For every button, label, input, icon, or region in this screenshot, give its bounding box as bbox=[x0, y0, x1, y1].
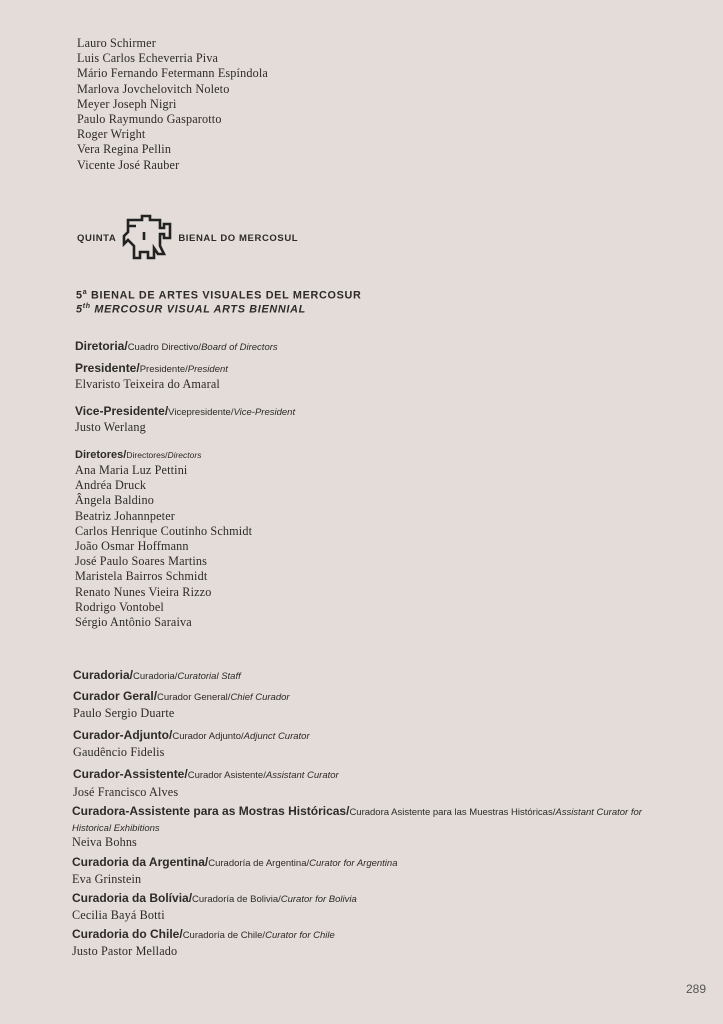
adjunct-curator-name: Gaudêncio Fidelis bbox=[73, 745, 165, 759]
assistant-curator-heading: Curador-Assistente/Curador Asistente/Assistant Curator bbox=[73, 767, 339, 781]
adjunct-curator-heading: Curador-Adjunto/Curador Adjunto/Adjunct Curator bbox=[73, 728, 310, 742]
chile-curator-heading: Curadoria do Chile/Curadoría de Chile/Curator for Chile bbox=[72, 927, 335, 941]
president-name: Elvaristo Teixeira do Amaral bbox=[75, 377, 220, 391]
curatorial-heading: Curadoria/Curadoria/Curatorial Staff bbox=[73, 668, 241, 682]
list-item: Meyer Joseph Nigri bbox=[77, 96, 177, 111]
list-item: Paulo Raymundo Gasparotto bbox=[77, 111, 222, 126]
logo-text-left: QUINTA bbox=[77, 232, 117, 244]
page-number: 289 bbox=[686, 982, 707, 996]
argentina-curator-heading: Curadoria da Argentina/Curadoría de Argentina/Curator for Argentina bbox=[72, 855, 398, 869]
list-item: Mário Fernando Fetermann Espíndola bbox=[77, 66, 268, 81]
list-item: José Paulo Soares Martins bbox=[75, 554, 208, 569]
list-item: Luis Carlos Echeverria Piva bbox=[77, 51, 219, 66]
historical-curator-heading: Curadora-Assistente para as Mostras Históricas/Curadora Asistente para las Muestras Históricas/Assistant Curator for bbox=[72, 804, 642, 818]
bolivia-curator-heading: Curadoria da Bolívia/Curadoría de Bolivia/Curator for Bolivia bbox=[72, 891, 357, 905]
president-heading: Presidente/Presidente/President bbox=[75, 361, 228, 375]
bienal-logo bbox=[77, 214, 298, 262]
bienal-logo-icon bbox=[122, 214, 172, 262]
list-item: João Osmar Hoffmann bbox=[75, 538, 189, 553]
vice-president-heading: Vice-Presidente/Vicepresidente/Vice-President bbox=[75, 404, 296, 418]
list-item: Ana Maria Luz Pettini bbox=[75, 463, 188, 477]
list-item: Vicente José Rauber bbox=[77, 157, 180, 172]
chief-curator-heading: Curador Geral/Curador General/Chief Curador bbox=[73, 689, 290, 703]
directors-list bbox=[75, 463, 252, 630]
list-item: Sérgio Antônio Saraiva bbox=[75, 614, 192, 629]
directors-heading: Diretores/Directores/Directors bbox=[75, 449, 202, 461]
list-item: Ângela Baldino bbox=[75, 493, 154, 508]
top-name-list bbox=[77, 36, 268, 173]
assistant-curator-name: José Francisco Alves bbox=[73, 785, 179, 799]
chief-curator-name: Paulo Sergio Duarte bbox=[73, 706, 175, 720]
list-item: Renato Nunes Vieira Rizzo bbox=[75, 584, 212, 599]
list-item: Marlova Jovchelovitch Noleto bbox=[77, 81, 230, 96]
vice-president-name: Justo Werlang bbox=[75, 420, 146, 434]
list-item: Beatriz Johannpeter bbox=[75, 508, 175, 523]
list-item: Carlos Henrique Coutinho Schmidt bbox=[75, 523, 253, 538]
directorate-heading: Diretoria/Cuadro Directivo/Board of Directors bbox=[75, 339, 278, 353]
list-item: Vera Regina Pellin bbox=[77, 142, 172, 157]
list-item: Lauro Schirmer bbox=[77, 36, 156, 50]
list-item: Andréa Druck bbox=[75, 478, 147, 493]
logo-text-right: BIENAL DO MERCOSUL bbox=[178, 232, 299, 244]
argentina-curator-name: Eva Grinstein bbox=[72, 872, 142, 886]
bolivia-curator-name: Cecilia Bayá Botti bbox=[72, 908, 165, 922]
historical-curator-heading-line2: Historical Exhibitions bbox=[72, 823, 160, 834]
title-spanish: 5$^a$ BIENAL DE ARTES VISUALES DEL MERCOSUR bbox=[76, 289, 362, 302]
list-item: Roger Wright bbox=[77, 127, 146, 142]
list-item: Maristela Bairros Schmidt bbox=[75, 569, 208, 584]
list-item: Rodrigo Vontobel bbox=[75, 599, 164, 614]
title-english: 5th MERCOSUR VISUAL ARTS BIENNIAL bbox=[76, 303, 306, 316]
historical-curator-name: Neiva Bohns bbox=[72, 835, 137, 849]
chile-curator-name: Justo Pastor Mellado bbox=[72, 944, 178, 958]
